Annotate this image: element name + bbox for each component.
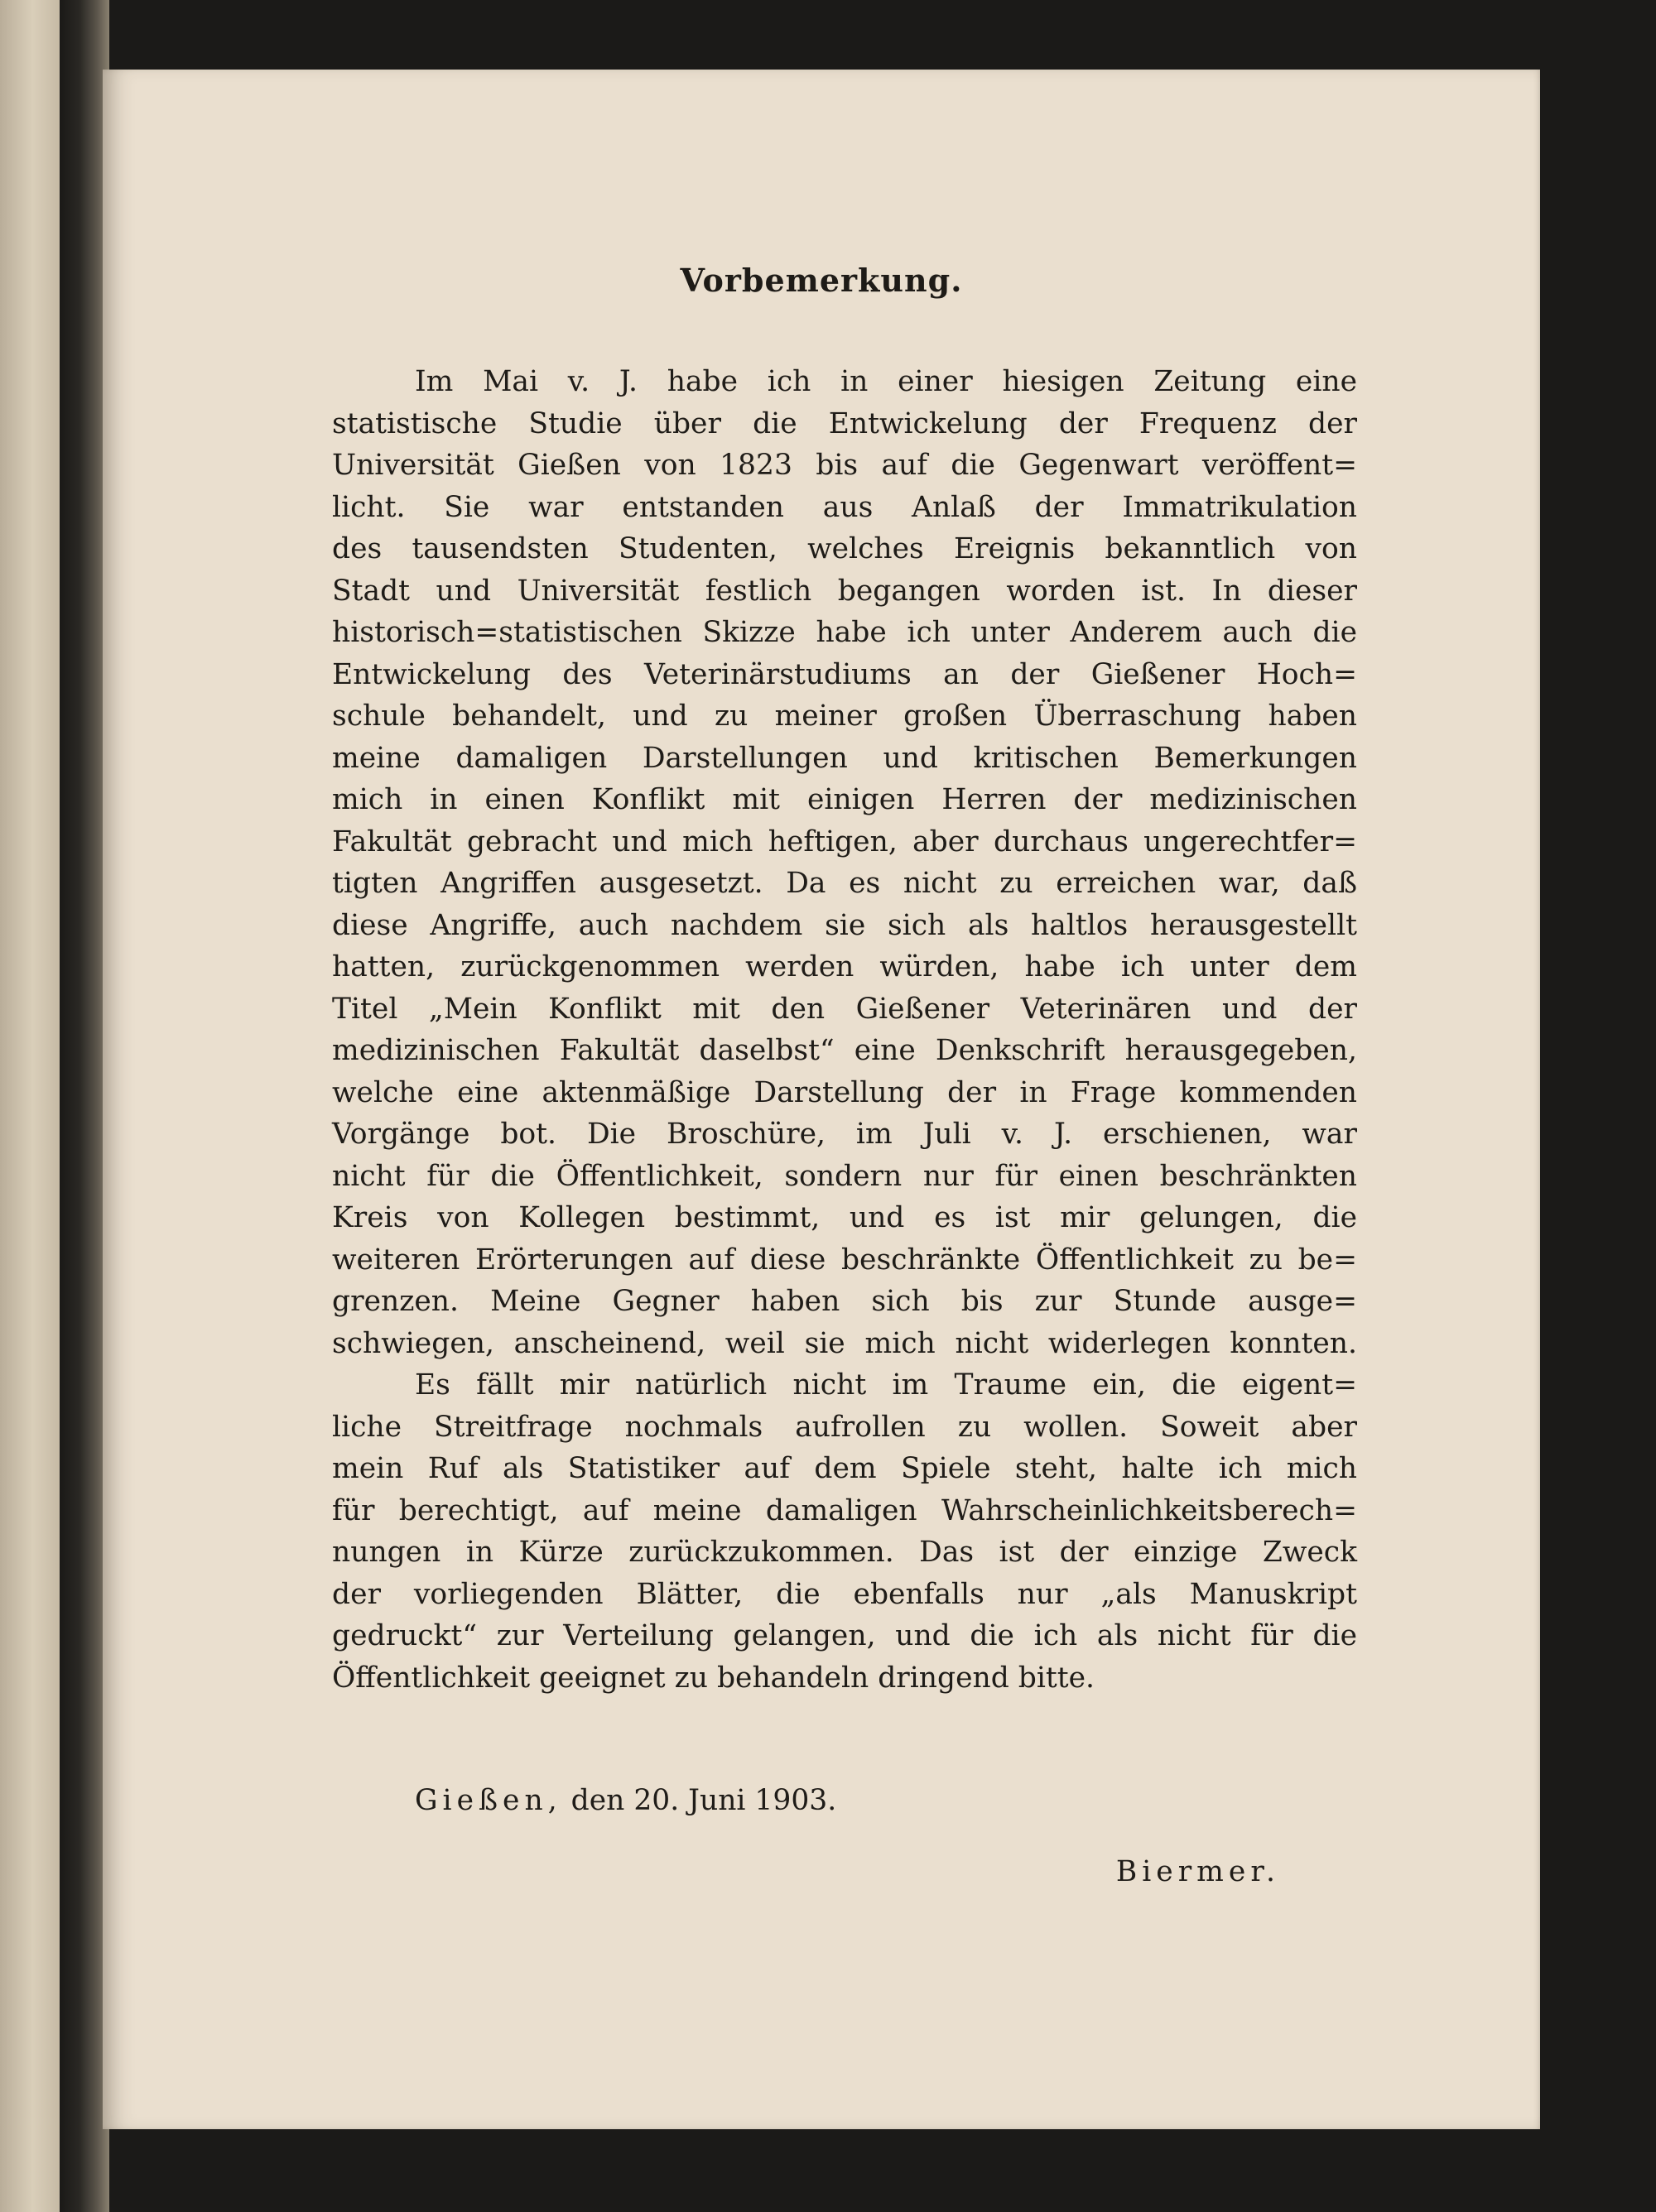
text-line: Öffentlichkeit geeignet zu behandeln dringend bitte. [332, 1661, 1095, 1695]
book-gutter [60, 0, 109, 2212]
text-line: des tausendsten Studenten, welches Ereignis bekanntlich von [332, 532, 1357, 565]
text-line: historisch=statistischen Skizze habe ich unter Anderem auch die [332, 616, 1357, 649]
text-line: gedruckt“ zur Verteilung gelangen, und die ich als nicht für die [332, 1619, 1357, 1652]
text-line: medizinischen Fakultät daselbst“ eine Denkschrift herausgegeben, [332, 1034, 1357, 1067]
book-page [103, 70, 1540, 2129]
text-line: nungen in Kürze zurückzukommen. Das ist der einzige Zweck [332, 1536, 1357, 1569]
paragraph-1 [332, 361, 1357, 1364]
page-heading: Vorbemerkung. [680, 262, 963, 299]
paragraph-2 [332, 1364, 1357, 1699]
text-line: schwiegen, anscheinend, weil sie mich nicht widerlegen konnten. [332, 1326, 1357, 1360]
text-line: liche Streitfrage nochmals aufrollen zu wollen. Soweit aber [332, 1410, 1357, 1444]
signature: Biermer. [1115, 1855, 1280, 1888]
place-and-date [415, 1780, 1160, 1821]
text-line: Fakultät gebracht und mich heftigen, aber durchaus ungerechtfer= [332, 825, 1357, 858]
text-line: Im Mai v. J. habe ich in einer hiesigen Zeitung eine [415, 365, 1357, 398]
text-line: hatten, zurückgenommen werden würden, habe ich unter dem [332, 950, 1357, 983]
text-line: tigten Angriffen ausgesetzt. Da es nicht zu erreichen war, daß [332, 867, 1357, 900]
text-line: statistische Studie über die Entwickelung der Frequenz der [332, 406, 1357, 440]
text-line: der vorliegenden Blätter, die ebenfalls nur „als Manuskript [332, 1577, 1357, 1611]
text-line: welche eine aktenmäßige Darstellung der in Frage kommenden [332, 1075, 1357, 1109]
text-line: meine damaligen Darstellungen und kritischen Bemerkungen [332, 741, 1357, 775]
text-line: licht. Sie war entstanden aus Anlaß der Immatrikulation [332, 490, 1357, 524]
text-line: Vorgänge bot. Die Broschüre, im Juli v. J. erschienen, war [332, 1118, 1357, 1151]
body-text [332, 361, 1357, 1699]
place: Gießen, [415, 1784, 562, 1817]
text-line: Titel „Mein Konflikt mit den Gießener Veterinären und der [332, 992, 1357, 1026]
text-line: Stadt und Universität festlich begangen worden ist. In dieser [332, 574, 1357, 608]
date: den 20. Juni 1903. [570, 1784, 837, 1817]
text-line: schule behandelt, und zu meiner großen Überraschung haben [332, 700, 1357, 733]
text-line: für berechtigt, auf meine damaligen Wahrscheinlichkeitsberech= [332, 1493, 1357, 1527]
text-line: Es fällt mir natürlich nicht im Traume ein, die eigent= [415, 1368, 1357, 1402]
previous-page-edge [0, 0, 60, 2212]
text-line: mich in einen Konflikt mit einigen Herren der medizinischen [332, 783, 1357, 816]
text-line: diese Angriffe, auch nachdem sie sich als haltlos herausgestellt [332, 908, 1357, 942]
text-line: weiteren Erörterungen auf diese beschränkte Öffentlichkeit zu be= [332, 1243, 1357, 1277]
text-line: Entwickelung des Veterinärstudiums an der Gießener Hoch= [332, 657, 1357, 691]
text-line: mein Ruf als Statistiker auf dem Spiele steht, halte ich mich [332, 1452, 1357, 1485]
text-line: nicht für die Öffentlichkeit, sondern nur für einen beschränkten [332, 1159, 1357, 1193]
text-line: Universität Gießen von 1823 bis auf die Gegenwart veröffent= [332, 449, 1357, 482]
text-line: grenzen. Meine Gegner haben sich bis zur Stunde ausge= [332, 1285, 1357, 1318]
text-line: Kreis von Kollegen bestimmt, und es ist mir gelungen, die [332, 1201, 1357, 1234]
